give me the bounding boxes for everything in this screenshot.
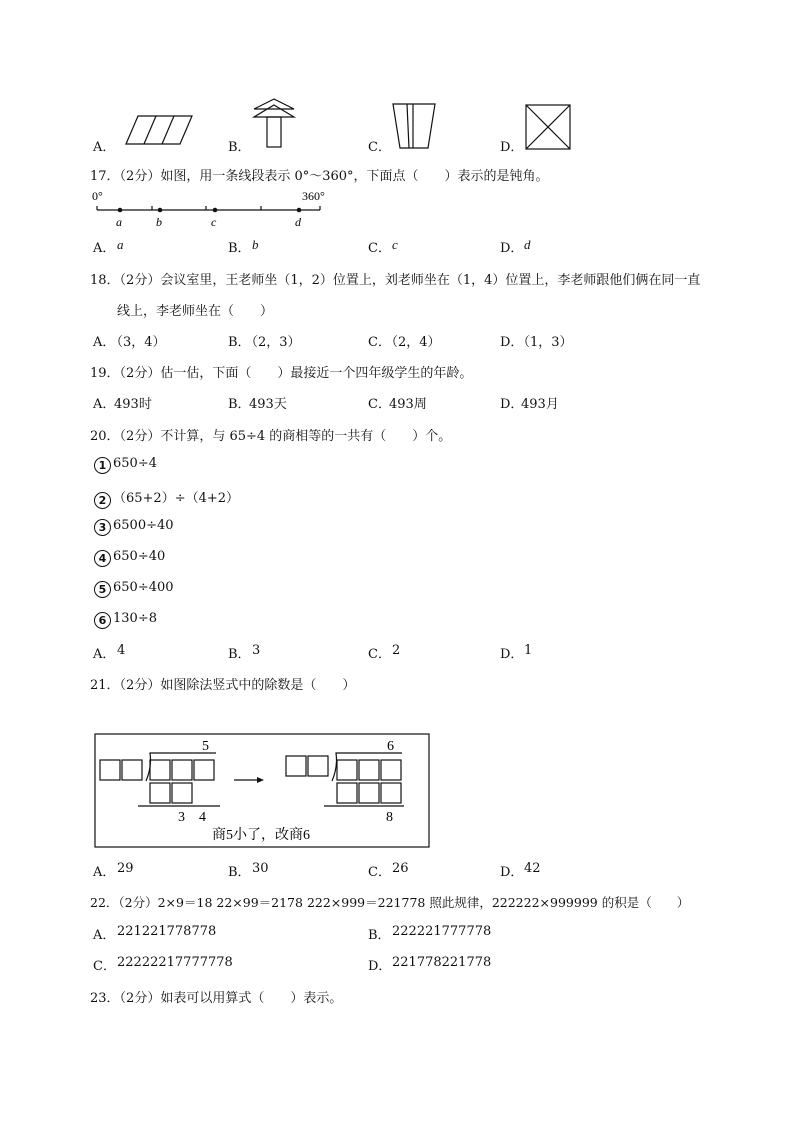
number-line-right-label: 360° — [302, 189, 325, 203]
q22-option-a-text: 221221778778 — [117, 924, 217, 939]
q20-item-5 — [94, 580, 174, 598]
division-caption: 商5小了，改商6 — [212, 828, 310, 843]
q22-option-c-letter: C． — [93, 959, 116, 974]
q22-option-d-text: 221778221778 — [392, 955, 492, 970]
point-b — [158, 208, 163, 213]
q22-option-c-text: 22222217777778 — [117, 955, 233, 970]
q16-option-a-letter: A． — [93, 140, 116, 155]
crossed-square-figure — [524, 103, 572, 151]
q20-option-b-letter: B． — [228, 647, 251, 662]
circled-number: 6 — [94, 612, 111, 629]
point-d-label: d — [295, 215, 301, 229]
q18-option-b-letter: B． — [228, 335, 251, 350]
point-b-label: b — [156, 215, 162, 229]
q19-stem: 19．（2分）估一估，下面（ ）最接近一个四年级学生的年龄。 — [90, 366, 473, 381]
q16-option-c-letter: C． — [368, 140, 391, 155]
q21-option-d-letter: D． — [500, 865, 524, 880]
q18-option-a-text: （3，4） — [110, 335, 166, 350]
q21-option-c-letter: C． — [368, 865, 391, 880]
q16-option-d-letter: D． — [500, 140, 524, 155]
q20-item-5-text: 650÷400 — [113, 580, 174, 595]
right-product: 8 — [386, 810, 393, 825]
q16-option-b-letter: B． — [228, 140, 251, 155]
q20-item-4 — [94, 549, 165, 567]
q18-option-a-letter: A． — [93, 335, 116, 350]
q19-option-d-letter: D． — [500, 397, 524, 412]
q20-option-a-text: 4 — [117, 643, 126, 658]
q17-option-a-text: a — [117, 237, 124, 252]
q21-option-a-text: 29 — [117, 861, 134, 876]
circled-number: 3 — [94, 519, 111, 536]
q19-option-b-text: 493天 — [249, 397, 287, 412]
q17-option-d-text: d — [524, 237, 531, 252]
q20-option-b-text: 3 — [252, 643, 261, 658]
number-line-left-label: 0° — [92, 189, 103, 203]
q17-option-b-letter: B． — [228, 241, 251, 256]
q22-option-a-letter: A． — [93, 928, 116, 943]
q17-option-c-text: c — [392, 237, 398, 252]
q20-item-4-text: 650÷40 — [113, 549, 166, 564]
q17-option-a-letter: A． — [93, 241, 116, 256]
q20-item-6-text: 130÷8 — [113, 611, 157, 626]
q20-stem: 20．（2分）不计算，与 65÷4 的商相等的一共有（ ）个。 — [90, 429, 452, 444]
q18-option-c-letter: C． — [368, 335, 391, 350]
point-c-label: c — [211, 215, 217, 229]
q19-option-a-text: 493时 — [114, 397, 152, 412]
q20-option-d-letter: D． — [500, 647, 524, 662]
q22-stem: 22．（2分）2×9＝18 22×99＝2178 222×999＝221778 照此规律，222222×999999 的积是（ ） — [90, 895, 690, 910]
q20-item-2-text: （65+2）÷（4+2） — [113, 491, 240, 506]
arrow-tree-figure — [250, 97, 298, 149]
q17-option-c-letter: C． — [368, 241, 391, 256]
q21-option-a-letter: A． — [93, 865, 116, 880]
q22-option-b-text: 222221777778 — [392, 924, 492, 939]
circled-number: 2 — [94, 492, 111, 509]
q19-option-b-letter: B． — [228, 397, 251, 412]
right-quotient: 6 — [387, 739, 394, 754]
q21-option-b-text: 30 — [252, 861, 269, 876]
q20-item-1 — [94, 456, 157, 474]
point-d — [297, 208, 302, 213]
q21-option-d-text: 42 — [524, 861, 541, 876]
q18-option-d-text: （1，3） — [517, 335, 573, 350]
trapezoid-figure — [390, 102, 438, 150]
q19-option-a-letter: A． — [93, 397, 116, 412]
q20-option-c-letter: C． — [368, 647, 391, 662]
q19-option-d-text: 493月 — [521, 397, 559, 412]
long-division-figure — [94, 733, 430, 849]
q21-option-c-text: 26 — [392, 861, 409, 876]
left-product: 3 4 — [178, 810, 206, 825]
q17-option-d-letter: D． — [500, 241, 524, 256]
q20-item-1-text: 650÷4 — [113, 456, 157, 471]
q21-stem: 21．（2分）如图除法竖式中的除数是（ ） — [90, 678, 356, 693]
q18-option-d-letter: D． — [500, 335, 524, 350]
q18-option-c-text: （2，4） — [385, 335, 441, 350]
left-quotient: 5 — [202, 739, 209, 754]
parallelogram-figure — [116, 112, 194, 148]
q19-option-c-text: 493周 — [389, 397, 427, 412]
q23-stem: 23．（2分）如表可以用算式（ ）表示。 — [90, 991, 343, 1006]
q20-item-3 — [94, 518, 174, 536]
angle-number-line-figure — [88, 186, 338, 230]
circled-number: 4 — [94, 550, 111, 567]
q20-item-2 — [94, 487, 239, 509]
point-a-label: a — [116, 215, 122, 229]
circled-number: 5 — [94, 581, 111, 598]
q18-stem-line1: 18．（2分）会议室里，王老师坐（1，2）位置上，刘老师坐在（1，4）位置上，李老师跟他们俩在同一直 — [90, 273, 701, 288]
q22-option-d-letter: D． — [368, 959, 392, 974]
circled-number: 1 — [94, 457, 111, 474]
point-a — [118, 208, 123, 213]
q20-item-3-text: 6500÷40 — [113, 518, 174, 533]
q20-option-a-letter: A． — [93, 647, 116, 662]
q20-option-d-text: 1 — [524, 643, 533, 658]
q22-option-b-letter: B． — [368, 928, 391, 943]
q17-stem: 17．（2分）如图，用一条线段表示 0°～360°，下面点（ ）表示的是钝角。 — [90, 169, 549, 184]
q20-item-6 — [94, 611, 157, 629]
q21-option-b-letter: B． — [228, 865, 251, 880]
q18-stem-line2: 线上，李老师坐在（ ） — [117, 304, 274, 319]
q18-option-b-text: （2，3） — [245, 335, 301, 350]
point-c — [213, 208, 218, 213]
q17-option-b-text: b — [252, 237, 259, 252]
q19-option-c-letter: C． — [368, 397, 391, 412]
q20-option-c-text: 2 — [392, 643, 401, 658]
